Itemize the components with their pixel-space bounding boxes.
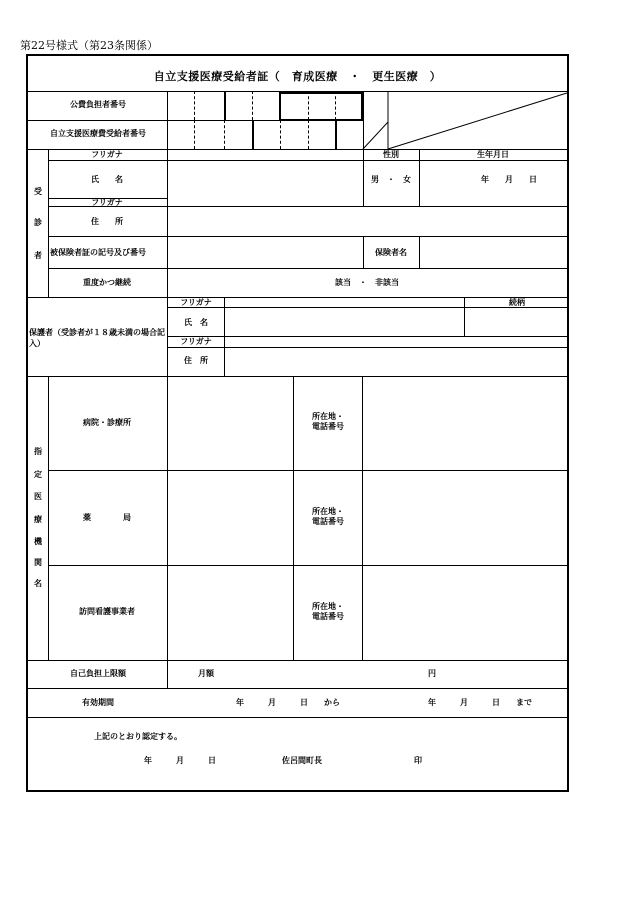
divider <box>293 376 294 660</box>
form-number-note: 第22号様式（第23条関係） <box>20 39 158 52</box>
guardian-name-field[interactable] <box>225 308 463 335</box>
yen-unit: 円 <box>428 669 436 678</box>
nursing-address-field[interactable] <box>363 566 566 659</box>
severe-continuous-label: 重度かつ継続 <box>83 278 131 287</box>
institution-label-2: 定 <box>34 470 42 479</box>
mayor-title: 佐呂間町長 <box>282 756 322 765</box>
certification-statement: 上記のとおり認定する。 <box>94 732 182 741</box>
divider <box>28 297 567 298</box>
gender-options[interactable]: 男 ・ 女 <box>371 175 411 184</box>
seal-mark: 印 <box>414 756 422 765</box>
birthdate-header: 生年月日 <box>477 150 509 159</box>
public-payer-number-label: 公費負担者番号 <box>70 100 126 109</box>
gender-header: 性別 <box>383 150 399 159</box>
form-title: 自立支援医療受給者証（ 育成医療 ・ 更生医療 ） <box>153 70 442 83</box>
institution-label-7: 名 <box>34 579 42 588</box>
guardian-section-label: 保護者（受診者が１８歳未満の場合記入） <box>29 328 165 348</box>
patient-section-label-1: 受 <box>34 187 42 196</box>
pharmacy-label: 薬 局 <box>83 513 131 522</box>
hospital-label: 病院・診療所 <box>83 418 131 427</box>
certification-date[interactable]: 年 月 日 <box>144 756 216 765</box>
divider <box>167 297 168 376</box>
validity-from[interactable]: 年 月 日 から <box>236 698 340 707</box>
pharmacy-address-label-1: 所在地・ <box>312 507 344 516</box>
divider <box>28 688 567 689</box>
divider <box>363 236 364 268</box>
divider <box>167 336 567 337</box>
patient-address-label: 住 所 <box>91 217 123 226</box>
guardian-address-label: 住 所 <box>184 356 208 365</box>
insurer-label: 保険者名 <box>375 248 407 257</box>
patient-furigana2-label: フリガナ <box>91 198 123 207</box>
patient-section-label-2: 診 <box>34 218 42 227</box>
severe-continuous-options[interactable]: 該当 ・ 非該当 <box>335 278 399 287</box>
divider <box>28 717 567 718</box>
guardian-furigana-label: フリガナ <box>180 298 212 307</box>
institution-label-1: 指 <box>34 447 42 456</box>
copay-limit-label: 自己負担上限額 <box>70 669 126 678</box>
patient-name-label: 氏 名 <box>91 175 123 184</box>
copay-limit-field[interactable] <box>228 662 428 686</box>
pharmacy-name-field[interactable] <box>168 471 292 564</box>
validity-label: 有効期間 <box>82 698 114 707</box>
guardian-furigana2-label: フリガナ <box>180 337 212 346</box>
birthdate-value[interactable]: 年 月 日 <box>481 175 537 184</box>
patient-name-field[interactable] <box>168 161 362 197</box>
guardian-name-label: 氏 名 <box>184 318 208 327</box>
hospital-name-field[interactable] <box>168 377 292 469</box>
nursing-address-label-2: 電話番号 <box>312 612 344 621</box>
institution-label-5: 機 <box>34 537 42 546</box>
monthly-label: 月額 <box>198 669 214 678</box>
insurer-field[interactable] <box>420 237 566 267</box>
divider <box>419 149 420 206</box>
patient-furigana-label: フリガナ <box>91 150 123 159</box>
pharmacy-address-label-2: 電話番号 <box>312 517 344 526</box>
institution-label-4: 療 <box>34 515 42 524</box>
divider <box>48 149 49 297</box>
hospital-address-field[interactable] <box>363 377 566 469</box>
patient-section-label-3: 者 <box>34 251 42 260</box>
hospital-address-label-1: 所在地・ <box>312 412 344 421</box>
patient-address-field[interactable] <box>168 207 566 235</box>
home-nursing-label: 訪問看護事業者 <box>79 607 135 616</box>
institution-label-6: 関 <box>34 558 42 567</box>
insurance-number-label: 被保険者証の記号及び番号 <box>50 248 146 257</box>
insurance-number-field[interactable] <box>168 237 362 267</box>
nursing-address-label-1: 所在地・ <box>312 602 344 611</box>
nursing-name-field[interactable] <box>168 566 292 659</box>
pharmacy-address-field[interactable] <box>363 471 566 564</box>
relationship-label: 続柄 <box>509 298 525 307</box>
divider <box>48 376 49 660</box>
validity-to[interactable]: 年 月 日 まで <box>428 698 532 707</box>
recipient-number-label: 自立支援医療費受給者番号 <box>50 129 146 138</box>
guardian-address-field[interactable] <box>225 348 566 375</box>
relationship-field[interactable] <box>465 308 566 335</box>
institution-label-3: 医 <box>34 492 42 501</box>
recipient-certificate-form <box>26 54 569 792</box>
divider <box>48 268 567 269</box>
divider <box>28 660 567 661</box>
divider <box>363 149 364 206</box>
hospital-address-label-2: 電話番号 <box>312 422 344 431</box>
